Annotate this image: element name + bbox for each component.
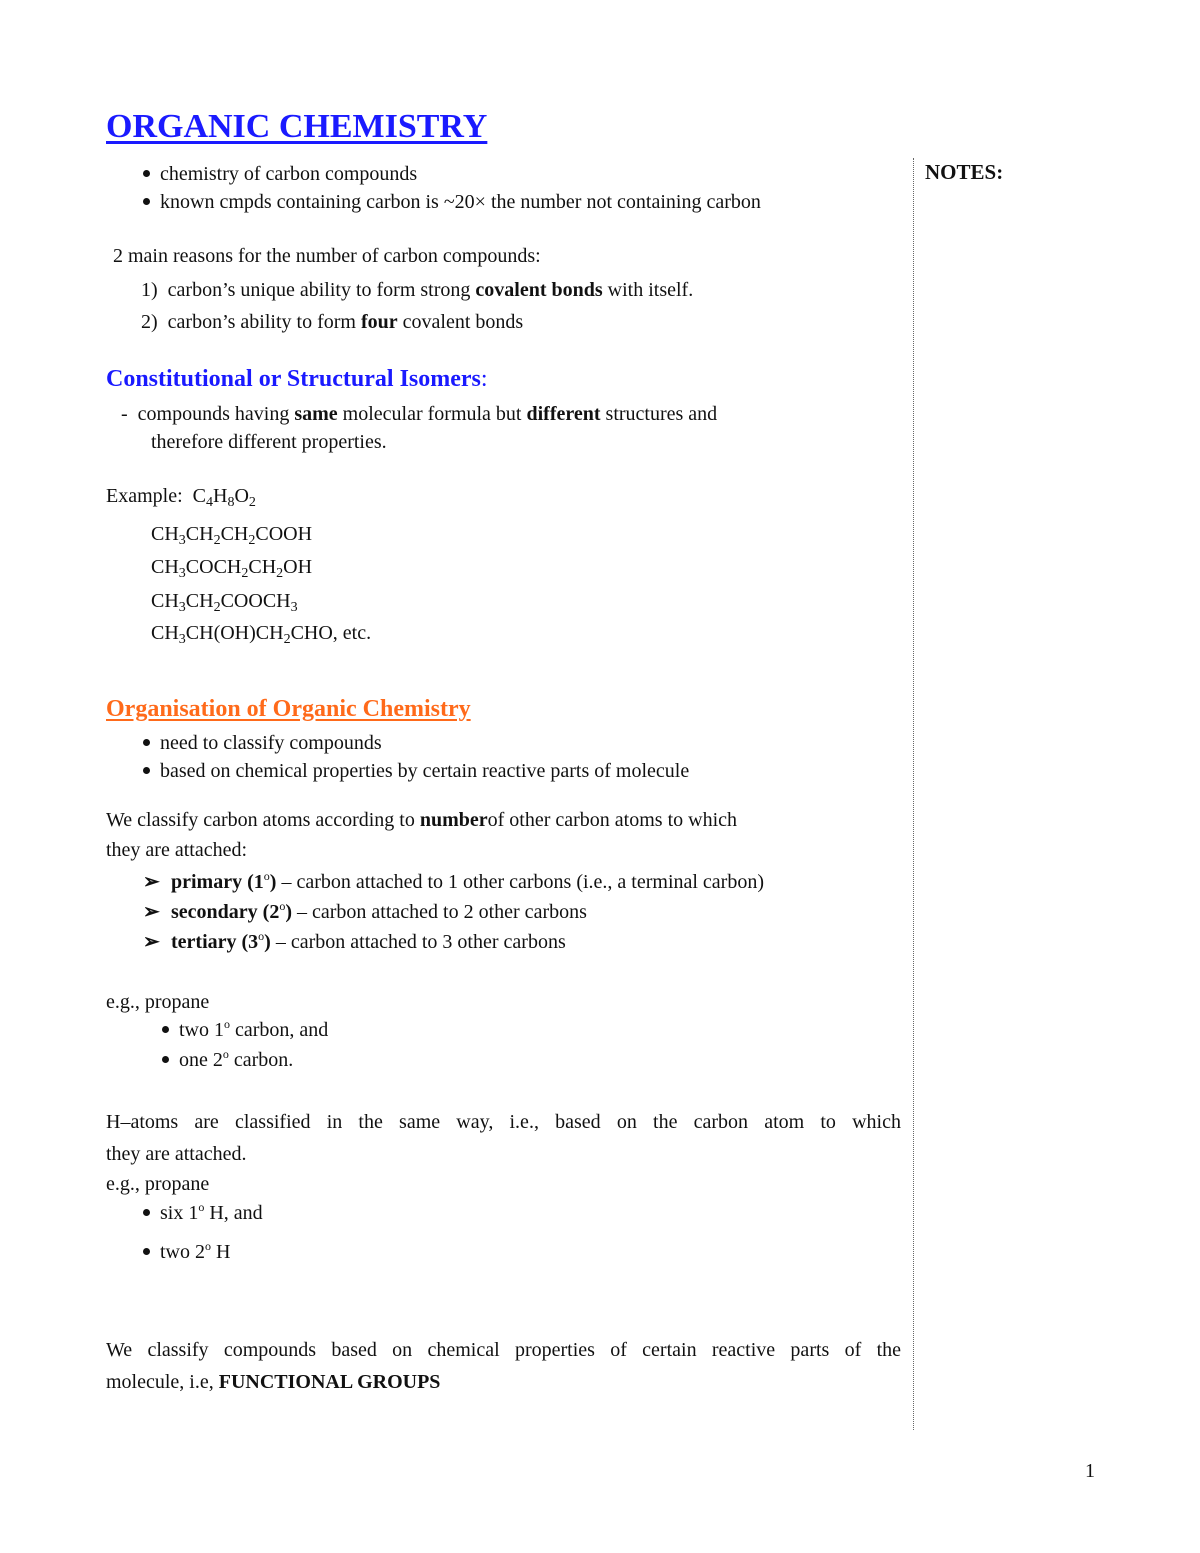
h-atoms-line2: they are attached.: [106, 1143, 247, 1165]
carbon-type-tertiary: ➢ tertiary (3$^o$) – carbon attached to 3 other carbons: [143, 929, 566, 953]
isomers-def-pre: compounds having: [137, 403, 290, 425]
example-line: [106, 484, 256, 508]
propane-h-2: two 2$^o$ H: [143, 1240, 230, 1264]
page-number: 1: [1085, 1460, 1095, 1482]
propane-carbon-1: two 1$^o$ carbon, and: [162, 1018, 328, 1042]
arrow-icon: ➢: [143, 901, 160, 923]
propane-carbon-2: one 2$^o$ carbon.: [162, 1048, 293, 1072]
reason-1-bold: covalent bonds: [475, 279, 603, 301]
isomers-def-line2: therefore different properties.: [151, 431, 387, 453]
functional-line1: We classify compounds based on chemical properties of certain reactive parts of the: [106, 1339, 901, 1361]
isomers-def-same: same: [294, 403, 338, 425]
carbon-type-primary: ➢ primary (1$^o$) – carbon attached to 1 other carbons (i.e., a terminal carbon): [143, 869, 765, 893]
notes-divider: [913, 158, 914, 1430]
organisation-bullet-2: based on chemical properties by certain reactive parts of molecule: [143, 759, 689, 783]
page-title: ORGANIC CHEMISTRY: [106, 108, 488, 145]
reason-1-end: with itself.: [607, 279, 694, 301]
isomers-dash: -: [121, 403, 128, 425]
example-propane-2: e.g., propane: [106, 1173, 210, 1195]
reason-1-number: 1): [141, 279, 158, 301]
carbon-type-secondary: ➢ secondary (2$^o$) – carbon attached to 2 other carbons: [143, 899, 587, 923]
isomers-heading-colon: :: [480, 366, 488, 392]
propane-h-1: six 1$^o$ H, and: [143, 1201, 263, 1225]
example-label: Example:: [106, 485, 183, 507]
reason-2-text: carbon’s ability to form: [167, 311, 356, 333]
notes-label: NOTES:: [925, 160, 1004, 184]
intro-bullet-1: chemistry of carbon compounds: [143, 162, 417, 186]
isomers-def-different: different: [526, 403, 601, 425]
structure-3: $CH_3CH_2COOCH_3$: [151, 590, 298, 615]
isomers-heading-text: Constitutional or Structural Isomers: [106, 366, 481, 392]
isomers-def-mid: molecular formula but: [342, 403, 522, 425]
arrow-icon: ➢: [143, 871, 160, 893]
organisation-bullet-1: need to classify compounds: [143, 731, 382, 755]
intro-bullet-2: known cmpds containing carbon is ~20× the number not containing carbon: [143, 190, 761, 214]
structure-4: $CH_3CH(OH)CH_2CHO$, etc.: [151, 622, 372, 647]
organisation-heading: Organisation of Organic Chemistry: [106, 696, 471, 722]
h-atoms-line1: H–atoms are classified in the same way, i.e., based on the carbon atom to which: [106, 1111, 901, 1133]
structure-2: $CH_3COCH_2CH_2OH$: [151, 556, 313, 581]
reason-2-bold: four: [360, 311, 398, 333]
reason-1-text: carbon’s unique ability to form strong: [167, 279, 471, 301]
functional-groups: FUNCTIONAL GROUPS: [218, 1371, 441, 1393]
reason-1: [141, 278, 693, 302]
classify-line1: We classify carbon atoms according to numberof other carbon atoms to which: [106, 809, 738, 831]
functional-line2: molecule, i.e, FUNCTIONAL GROUPS: [106, 1371, 441, 1393]
classify-line2: they are attached:: [106, 839, 248, 861]
arrow-icon: ➢: [143, 931, 160, 953]
classify-number: number: [419, 809, 488, 831]
example-propane-1: e.g., propane: [106, 991, 210, 1013]
reason-2-number: 2): [141, 311, 158, 333]
isomers-heading: [106, 366, 488, 393]
example-formula: $C_4H_8O_2$: [192, 485, 256, 510]
reason-2: [141, 310, 523, 334]
isomers-definition: [121, 402, 717, 426]
isomers-def-post: structures and: [605, 403, 718, 425]
reason-2-end: covalent bonds: [402, 311, 524, 333]
structure-1: $CH_3CH_2CH_2COOH$: [151, 523, 313, 548]
reasons-heading: 2 main reasons for the number of carbon compounds:: [113, 245, 541, 267]
